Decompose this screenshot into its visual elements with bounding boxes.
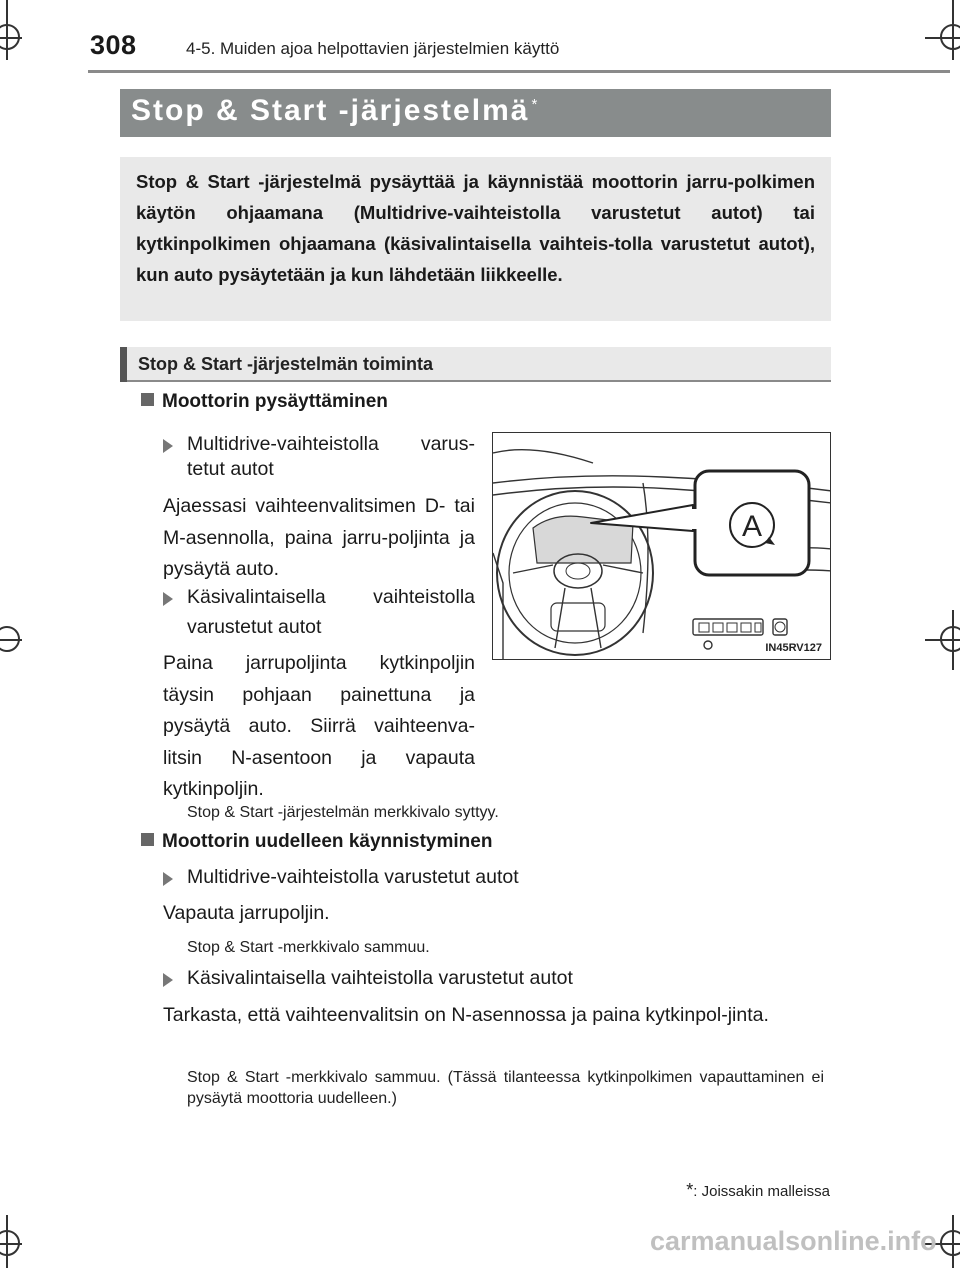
crop-mark-line: [0, 37, 22, 39]
stopping-note: Stop & Start -järjestelmän merkkivalo syttyy.: [187, 804, 499, 821]
triangle-bullet-icon: [163, 592, 173, 606]
title-footnote-marker: *: [531, 96, 540, 113]
restarting-heading: [141, 831, 492, 853]
header-rule: [88, 70, 950, 73]
restarting-multidrive-text: Vapauta jarrupoljin.: [163, 902, 330, 924]
crop-mark-line: [6, 1215, 8, 1268]
crop-mark-line: [925, 37, 960, 39]
intro-box: [120, 157, 831, 321]
footnote-text: : Joissakin malleissa: [693, 1183, 830, 1200]
footnote-marker: *: [686, 1180, 694, 1200]
page-title-text: Stop & Start -järjestelmä: [131, 94, 530, 127]
crop-mark-line: [0, 639, 22, 641]
triangle-bullet-icon: [163, 439, 173, 453]
dashboard-illustration: [493, 433, 831, 660]
restarting-multidrive-label: Multidrive-vaihteistolla varustetut autot: [187, 866, 519, 888]
stopping-manual-label-2: varustetut autot: [187, 616, 322, 638]
callout-letter: A: [741, 510, 763, 543]
square-bullet-icon: [141, 393, 154, 406]
stopping-multidrive-label-1: Multidrive-vaihteistolla varus-: [187, 433, 475, 455]
page-title: [131, 94, 539, 128]
dashboard-figure: [492, 432, 831, 660]
stopping-manual-label-1: Käsivalintaisella vaihteistolla: [187, 586, 475, 608]
square-bullet-icon: [141, 833, 154, 846]
stopping-manual-text: Paina jarrupoljinta kytkinpoljin täysin pohjaan painettuna ja pysäytä auto. Siirrä vaihteenva-litsin N-asentoon ja vapauta kytkinpoljin.: [163, 652, 475, 800]
restarting-manual-text: Tarkasta, että vaihteenvalitsin on N-asennossa ja paina kytkinpol-jinta.: [163, 1004, 769, 1026]
section-header-accent: [120, 347, 127, 382]
restarting-manual-label: Käsivalintaisella vaihteistolla varustetut autot: [187, 967, 573, 989]
intro-text: Stop & Start -järjestelmä pysäyttää ja käynnistää moottorin jarru-polkimen käytön ohjaamana (Multidrive-vaihteistolla varustetut autot) tai kytkinpolkimen ohjaamana (käsivalintaisella vaihteis-tolla varustetut autot), kun auto pysäytetään ja kun lähdetään liikkeelle.: [136, 171, 815, 285]
stopping-multidrive-text: Ajaessasi vaihteenvalitsimen D- tai M-asennolla, paina jarru-poljinta ja pysäytä auto.: [163, 495, 475, 580]
restarting-heading-text: Moottorin uudelleen käynnistyminen: [162, 831, 493, 852]
crop-mark-line: [952, 0, 954, 60]
restarting-multidrive-note: Stop & Start -merkkivalo sammuu.: [187, 939, 430, 956]
crop-mark-line: [952, 610, 954, 670]
switch-panel: [699, 622, 785, 632]
stopping-heading-text: Moottorin pysäyttäminen: [162, 391, 388, 412]
watermark: carmanualsonline.info: [650, 1226, 937, 1256]
section-header-title: Stop & Start -järjestelmän toiminta: [138, 354, 434, 374]
footnote: [686, 1180, 830, 1201]
crop-mark-line: [925, 639, 960, 641]
stopping-multidrive-label-2: tetut autot: [187, 458, 274, 480]
figure-code: IN45RV127: [765, 642, 822, 654]
crop-mark-line: [6, 0, 8, 60]
crop-mark-line: [952, 1215, 954, 1268]
triangle-bullet-icon: [163, 973, 173, 987]
restarting-manual-note: Stop & Start -merkkivalo sammuu. (Tässä tilanteessa kytkinpolkimen vapauttaminen ei pysäytä moottoria uudelleen.): [187, 1069, 824, 1107]
stopping-heading: [141, 391, 388, 413]
page-number: 308: [90, 30, 137, 60]
crop-mark-line: [0, 1243, 22, 1245]
triangle-bullet-icon: [163, 872, 173, 886]
running-header: 4-5. Muiden ajoa helpottavien järjestelmien käyttö: [186, 39, 560, 58]
